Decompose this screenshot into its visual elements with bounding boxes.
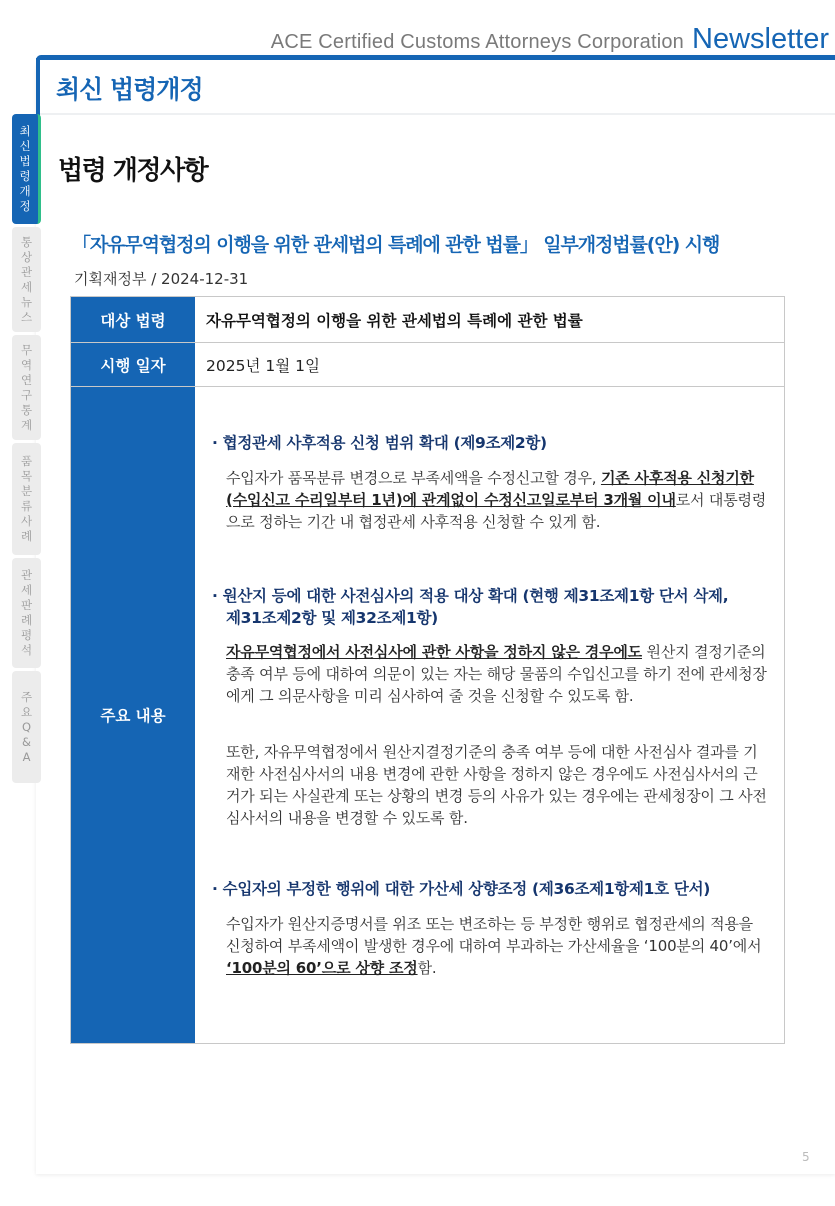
page-number: 5: [802, 1150, 810, 1164]
item-paragraph: [226, 913, 770, 979]
section-title: 최신 법령개정: [56, 75, 203, 104]
tab-label: 최신법령개정: [19, 124, 31, 213]
item-paragraph: [226, 467, 770, 533]
text: 원산지 결정기준의 충족 여부 등에 대하여 의문이 있는 자는 해당 물품의 수입신고를 하기 전에 관세청장에게 그 의문사항을 미리 심사하여 줄 것을 신청할 수 있도록 함.: [226, 643, 767, 705]
target-law-value: 자유무역협정의 이행을 위한 관세법의 특례에 관한 법률: [206, 311, 583, 330]
underlined-text: 기존 사후적용 신청기한(수입신고 수리일부터 1년)에 관계없이 수정신고일로부터 3개월 이내: [226, 469, 754, 509]
effective-date-value: 2025년 1월 1일: [206, 356, 320, 375]
tab-label: 품목분류사례: [20, 454, 33, 543]
tab-trade-news[interactable]: [12, 227, 41, 332]
newsletter-title: Newsletter: [692, 23, 829, 55]
table-row: [71, 297, 784, 343]
divider: [40, 113, 835, 115]
frame-accent-left: [36, 58, 40, 116]
text: 함.: [417, 959, 437, 977]
item-heading: · 수입자의 부정한 행위에 대한 가산세 상향조정 (제36조제1항제1호 단서): [212, 880, 711, 898]
item-heading-continued: 제31조제2항 및 제32조제1항): [226, 609, 438, 627]
tab-latest-law[interactable]: [12, 114, 41, 224]
side-tab-nav: [12, 114, 41, 786]
item-heading: · 원산지 등에 대한 사전심사의 적용 대상 확대 (현행 제31조제1항 단서 삭제,: [212, 587, 729, 605]
tab-case-reviews[interactable]: [12, 558, 41, 668]
tab-label: 통상관세뉴스: [20, 234, 33, 324]
text: 수입자가 품목분류 변경으로 부족세액을 수정신고할 경우,: [226, 469, 601, 487]
text: 로서 대통령령으로 정하는 기간 내 협정관세 사후적용 신청할 수 있게 함.: [226, 491, 767, 531]
tab-label: 무역연구통계: [20, 342, 33, 432]
frame-accent-top: [36, 55, 835, 60]
main-content: [206, 387, 784, 1043]
table-row: [71, 343, 784, 387]
law-summary-table: [70, 296, 785, 1044]
tab-classification-cases[interactable]: [12, 443, 41, 555]
effective-date-label: 시행 일자: [71, 343, 195, 386]
company-name: ACE Certified Customs Attorneys Corporation: [270, 31, 684, 53]
underlined-text: 자유무역협정에서 사전심사에 관한 사항을 정하지 않은 경우에도: [226, 643, 642, 661]
target-law-label: 대상 법령: [71, 297, 195, 342]
underlined-text: ‘100분의 60’으로 상향 조정: [226, 959, 418, 977]
ministry-date: 기획재정부 / 2024-12-31: [74, 270, 249, 288]
tab-label: 주요Q&A: [20, 689, 33, 764]
page-heading: 법령 개정사항: [58, 156, 208, 186]
tab-qa[interactable]: [12, 671, 41, 783]
item-paragraph: [226, 641, 770, 707]
tab-trade-research[interactable]: [12, 335, 41, 440]
tab-label: 관세판례평석: [20, 568, 33, 657]
table-row: [71, 387, 784, 1043]
item-heading: · 협정관세 사후적용 신청 범위 확대 (제9조제2항): [212, 434, 547, 452]
item-paragraph: 또한, 자유무역협정에서 원산지결정기준의 충족 여부 등에 대한 사전심사 결과를 기재한 사전심사서의 내용 변경에 관한 사항을 정하지 않은 경우에도 사전심사서의 근거가 되는 사실관계 또는 상황의 변경 등의 사유가 있는 경우에는 관세청장이 그 사전심사서의 내용을 변경할 수 있도록 함.: [226, 743, 767, 827]
main-content-label: 주요 내용: [71, 387, 195, 1043]
newsletter-header: [271, 18, 829, 58]
law-title: 「자유무역협정의 이행을 위한 관세법의 특례에 관한 법률」 일부개정법률(안) 시행: [72, 234, 720, 256]
text: 수입자가 원산지증명서를 위조 또는 변조하는 등 부정한 행위로 협정관세의 적용을 신청하여 부족세액이 발생한 경우에 대하여 부과하는 가산세율을 ‘100분의 40’에서: [226, 915, 762, 955]
